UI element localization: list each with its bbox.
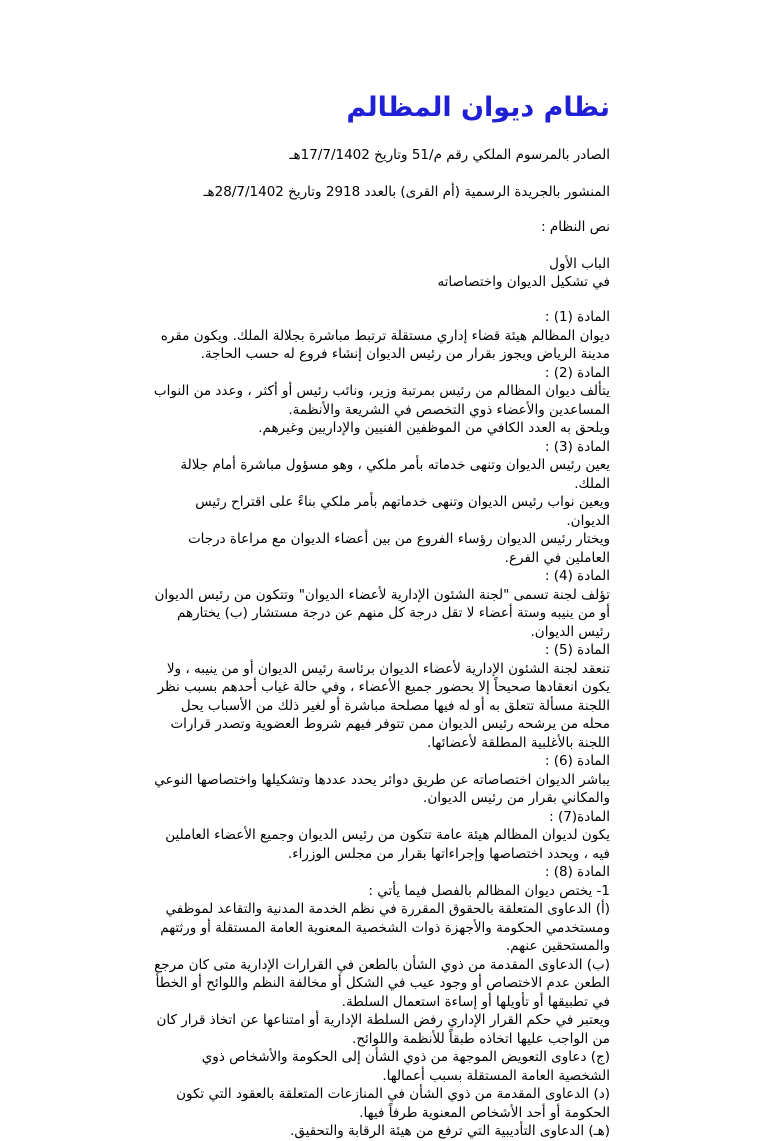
- article-text: يكون لديوان المظالم هيئة عامة تتكون من رئيس الديوان وجميع الأعضاء العاملين فيه ، ويحدد اختصاصها وإجراءاتها بقرار من مجلس الوزراء.: [165, 827, 610, 862]
- article-text: ويعتبر في حكم القرار الإداري رفض السلطة الإدارية أو امتناعها عن اتخاذ قرار كان من الواجب عليها اتخاذه طبقاً للأنظمة واللوائح.: [156, 1012, 610, 1047]
- article-heading: المادة (2) :: [544, 364, 610, 381]
- article-item: (ج) دعاوى التعويض الموجهة من ذوي الشأن إلى الحكومة والأشخاص ذوي الشخصية العامة المستقلة بسبب أعمالها.: [201, 1049, 610, 1084]
- article-text: يباشر الديوان اختصاصاته عن طريق دوائر يحدد عددها وتشكيلها واختصاصها النوعي والمكاني بقرار من رئيس الديوان.: [154, 771, 610, 806]
- issued-line: الصادر بالمرسوم الملكي رقم م/51 وتاريخ 17/7/1402هـ: [289, 147, 610, 163]
- article-item: (د) الدعاوى المقدمة من ذوي الشأن في المنازعات المتعلقة بالعقود التي تكون الحكومة أو أحد الأشخاص المعنوية طرفاً فيها.: [176, 1086, 610, 1121]
- article-text: ويلحق به العدد الكافي من الموظفين الفنيين والإداريين وغيرهم.: [258, 420, 610, 436]
- article-heading: المادة(7) :: [549, 808, 610, 825]
- published-line: المنشور بالجريدة الرسمية (أم القرى) بالعدد 2918 وتاريخ 28/7/1402هـ: [203, 184, 610, 200]
- document-title: نظام ديوان المظالم: [346, 92, 610, 123]
- chapter-title: الباب الأول: [549, 256, 610, 272]
- article-heading: المادة (5) :: [544, 642, 610, 658]
- article-text: ويختار رئيس الديوان رؤساء الفروع من بين أعضاء الديوان مع مراعاة درجات العاملين في الفرع.: [187, 531, 610, 566]
- article-text: ديوان المظالم هيئة قضاء إداري مستقلة ترتبط مباشرة بجلالة الملك. ويكون مقره مدينة الرياض ويجوز بقرار من رئيس الديوان إنشاء فروع له حسب الحاجة.: [160, 327, 610, 362]
- article-text: تنعقد لجنة الشئون الإدارية لأعضاء الديوان برئاسة رئيس الديوان أو من ينيبه ، ولا يكون انعقادها صحيحاً إلا بحضور جميع الأعضاء ، وفي حالة غياب أحدهم بسبب نظر اللجنة مسألة تتعلق به أو له فيها مصلحة مباشرة أو لغير ذلك من الأسباب يحل محله من يرشحه رئيس الديوان ممن تتوفر فيهم شروط العضوية وتصدر قرارات اللجنة بالأغلبية المطلقة لأعضائها.: [157, 660, 610, 751]
- article-text: تؤلف لجنة تسمى "لجنة الشئون الإدارية لأعضاء الديوان" وتتكون من رئيس الديوان أو من ينيبه وستة أعضاء لا تقل درجة كل منهم عن درجة مستشار (ب) يختارهم رئيس الديوان.: [154, 586, 610, 640]
- article-heading: المادة (4) :: [544, 568, 610, 584]
- article-heading: المادة (8) :: [544, 864, 610, 880]
- article-item: (ب) الدعاوى المقدمة من ذوي الشأن بالطعن في القرارات الإدارية متى كان مرجع الطعن عدم الاختصاص أو وجود عيب في الشكل أو مخالفة النظم واللوائح أو الخطأ في تطبيقها أو تأويلها أو إساءة استعمال السلطة.: [154, 956, 610, 1010]
- article-heading: المادة (6) :: [544, 753, 610, 769]
- article-text: يعين رئيس الديوان وتنهى خدماته بأمر ملكي ، وهو مسؤول مباشرة أمام جلالة الملك.: [180, 457, 610, 492]
- article-heading: المادة (1) :: [544, 309, 610, 325]
- article-text: يتألف ديوان المظالم من رئيس بمرتبة وزير، ونائب رئيس أو أكثر ، وعدد من النواب المساعدين والأعضاء ذوي التخصص في الشريعة والأنظمة.: [153, 383, 610, 418]
- articles-body: [150, 308, 610, 1141]
- article-text: 1- يختص ديوان المظالم بالفصل فيما يأتي :: [368, 882, 610, 899]
- article-heading: المادة (3) :: [544, 438, 610, 455]
- article-item: (أ) الدعاوى المتعلقة بالحقوق المقررة في نظم الخدمة المدنية والتقاعد لموظفي ومستخدمي الحكومة والأجهزة ذوات الشخصية المعنوية العامة المستقلة أو ورثتهم والمستحقين عنهم.: [160, 901, 610, 954]
- chapter-subtitle: في تشكيل الديوان واختصاصاته: [437, 274, 610, 290]
- article-item: (هـ) الدعاوى التأديبية التي ترفع من هيئة الرقابة والتحقيق.: [290, 1123, 610, 1139]
- text-heading: نص النظام :: [541, 219, 610, 235]
- article-text: ويعين نواب رئيس الديوان وتنهى خدماتهم بأمر ملكي بناءً على اقتراح رئيس الديوان.: [195, 494, 610, 529]
